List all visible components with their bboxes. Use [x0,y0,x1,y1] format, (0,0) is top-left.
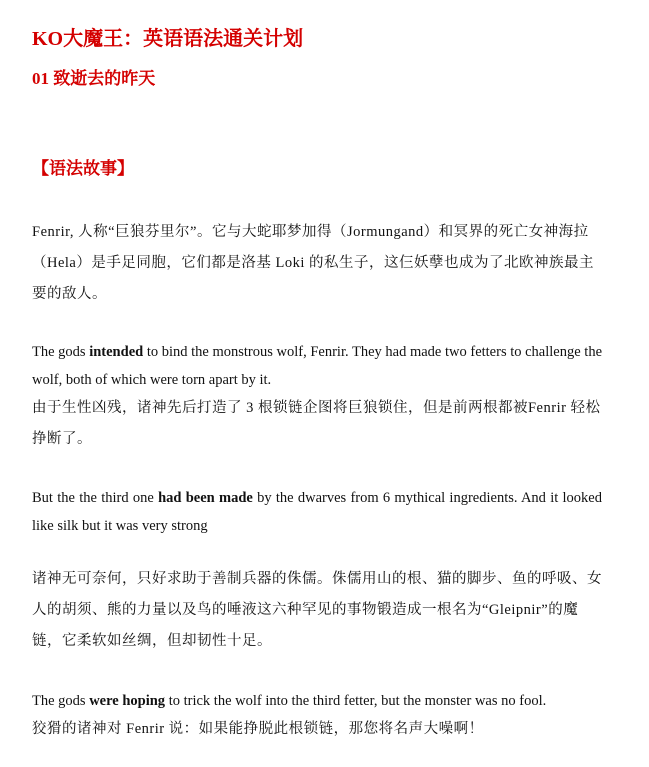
text-run: The gods [32,344,90,360]
paragraph-5-en [32,687,602,715]
highlighted-grammar-term: were hoping [89,693,166,709]
text-run: The gods [32,693,90,709]
paragraph-2-en [32,338,602,394]
paragraph-3-en [32,484,602,540]
paragraph-5-zh: 狡猾的诸神对 Fenrir 说：如果能挣脱此根锁链，那您将名声大噪啊！ [32,721,484,737]
text-run: But the the third one [32,490,159,506]
highlighted-grammar-term: had been made [158,490,253,506]
paragraph-2-zh: 由于生性凶残，诸神先后打造了 3 根锁链企图将巨狼锁住，但是前两根都被Fenrir 轻松挣断了。 [32,400,601,447]
highlighted-grammar-term: intended [89,344,144,360]
intro-paragraph-zh: Fenrir, 人称“巨狼芬里尔”。它与大蛇耶梦加得（Jormungand）和冥界的死亡女神海拉（Hela）是手足同胞，它们都是洛基 Loki 的私生子，这仨妖孽也成为了北欧神族最主要的敌人。 [32,224,595,302]
text-run: to bind the monstrous wolf, Fenrir. They had made two fetters to challenge the wolf, both of which were torn apart by it. [32,344,603,388]
paragraph-4-zh: 诸神无可奈何，只好求助于善制兵器的侏儒。侏儒用山的根、猫的脚步、鱼的呼吸、女人的胡须、熊的力量以及鸟的唾液这六种罕见的事物锻造成一根名为“Gleipnir”的魔链，它柔软如丝绸，但却韧性十足。 [32,571,602,649]
text-run: to trick the wolf into the third fetter, but the monster was no fool. [165,693,547,709]
document-title: KO大魔王：英语语法通关计划 [32,28,304,50]
text-run: by the dwarves from 6 mythical ingredients. And it looked like silk but it was very strong [32,490,602,534]
section-heading: 【语法故事】 [32,159,134,178]
chapter-subtitle: 01 致逝去的昨天 [32,69,156,88]
